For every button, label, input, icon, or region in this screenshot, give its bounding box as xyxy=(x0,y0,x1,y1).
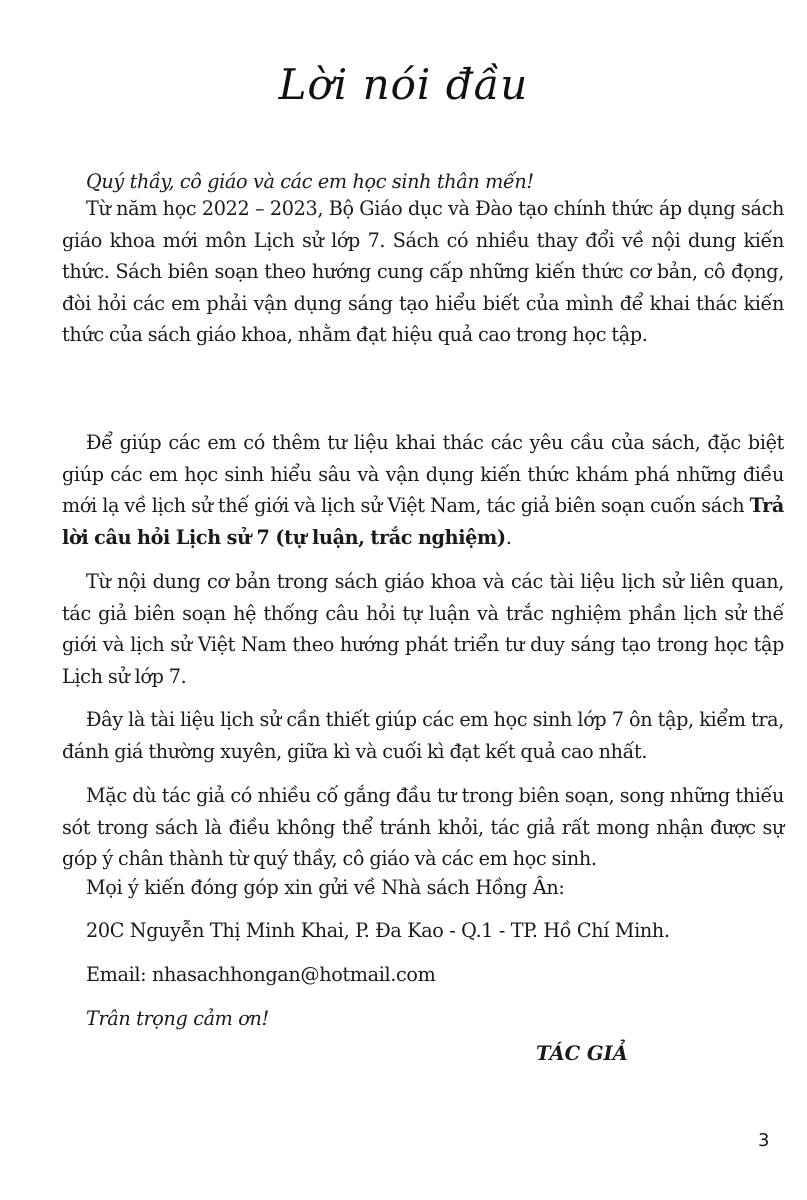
paragraph-4: Đây là tài liệu lịch sử cần thiết giúp các em học sinh lớp 7 ôn tập, kiểm tra, đánh giá thường xuyên, giữa kì và cuối kì đạt kết quả cao nhất. xyxy=(62,708,784,763)
page-title: Lời nói đầu xyxy=(278,60,529,109)
paragraph-2 xyxy=(62,427,784,553)
paragraph-5: Mặc dù tác giả có nhiều cố gắng đầu tư trong biên soạn, song những thiếu sót trong sách là điều không thể tránh khỏi, tác giả rất mong nhận được sự góp ý chân thành từ quý thầy, cô giáo và các em học sinh. xyxy=(62,784,784,870)
contact-address: 20C Nguyễn Thị Minh Khai, P. Đa Kao - Q.1 - TP. Hồ Chí Minh. xyxy=(86,919,670,942)
contact-email: Email: nhasachhongan@hotmail.com xyxy=(86,963,436,986)
signature: TÁC GIẢ xyxy=(536,1042,628,1065)
paragraph-2-text: Để giúp các em có thêm tư liệu khai thác các yêu cầu của sách, đặc biệt giúp các em học sinh hiểu sâu và vận dụng kiến thức khám phá những điều mới lạ về lịch sử thế giới và lịch sử Việt Nam, tác giả biên soạn cuốn sách xyxy=(62,431,784,517)
book-title: Trả lời câu hỏi Lịch sử 7 (tự luận, trắc nghiệm) xyxy=(62,494,784,549)
greeting: Quý thầy, cô giáo và các em học sinh thân mến! xyxy=(86,170,534,193)
paragraph-2-end: . xyxy=(505,525,512,549)
contact-intro: Mọi ý kiến đóng góp xin gửi về Nhà sách Hồng Ân: xyxy=(86,876,565,899)
paragraph-1: Từ năm học 2022 – 2023, Bộ Giáo dục và Đào tạo chính thức áp dụng sách giáo khoa mới môn Lịch sử lớp 7. Sách có nhiều thay đổi về nội dung kiến thức. Sách biên soạn theo hướng cung cấp những kiến thức cơ bản, cô đọng, đòi hỏi các em phải vận dụng sáng tạo hiểu biết của mình để khai thác kiến thức của sách giáo khoa, nhằm đạt hiệu quả cao trong học tập. xyxy=(62,197,784,346)
paragraph-3: Từ nội dung cơ bản trong sách giáo khoa và các tài liệu lịch sử liên quan, tác giả biên soạn hệ thống câu hỏi tự luận và trắc nghiệm phần lịch sử thế giới và lịch sử Việt Nam theo hướng phát triển tư duy sáng tạo trong học tập Lịch sử lớp 7. xyxy=(62,570,784,688)
closing: Trân trọng cảm ơn! xyxy=(86,1007,269,1030)
page-number: 3 xyxy=(758,1130,770,1151)
